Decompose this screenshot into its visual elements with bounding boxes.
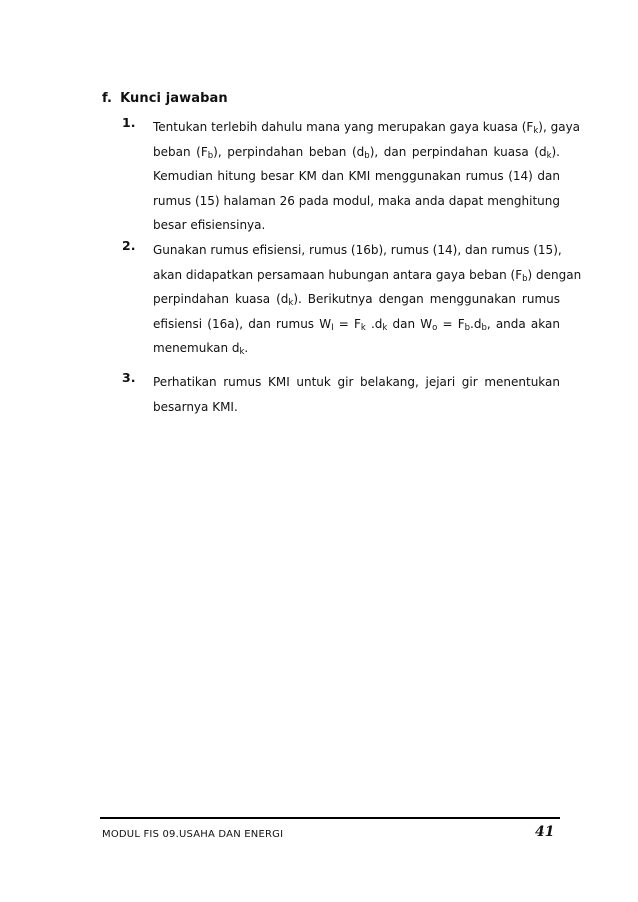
subscript: k — [533, 126, 539, 136]
page-number: 41 — [535, 824, 555, 840]
section-heading — [102, 91, 228, 106]
text-line: efisiensi (16a), dan rumus $W_I = F_k$ $.d_k$ dan $W_o = F_b.d_b$, anda akan — [153, 316, 560, 333]
subscript: I — [331, 322, 334, 333]
subscript: k — [382, 322, 388, 333]
section-title: Kunci jawaban — [120, 91, 228, 106]
answer-item-3 — [122, 370, 562, 419]
text-line: Perhatikan rumus KMI untuk gir belakang, jejari gir menentukan — [153, 375, 560, 389]
subscript: b — [464, 322, 470, 333]
text-line: besar efisiensinya. — [153, 218, 266, 232]
text-line: perpindahan kuasa $(d_k)$. Berikutnya dengan menggunakan rumus — [153, 292, 560, 308]
section-letter: f. — [102, 91, 113, 106]
subscript: k — [239, 347, 245, 357]
item-number: 3. — [122, 370, 136, 385]
subscript: k — [288, 298, 294, 308]
item-body — [153, 238, 582, 361]
answer-item-2 — [122, 238, 582, 361]
text-line: rumus (15) halaman 26 pada modul, maka anda dapat menghitung — [153, 193, 560, 208]
subscript: o — [432, 322, 438, 333]
subscript: k — [546, 150, 552, 161]
subscript: b — [207, 150, 214, 161]
text-line: akan didapatkan persamaan hubungan antara gaya beban $(F_b)$ dengan — [153, 267, 582, 284]
item-number: 1. — [122, 115, 136, 130]
text-line: beban $(F_b)$, perpindahan beban $(d_b)$, dan perpindahan kuasa $(d_k)$. — [153, 144, 560, 161]
subscript: b — [364, 150, 370, 161]
text-line: Tentukan terlebih dahulu mana yang merupakan gaya kuasa $(F_k)$, gaya — [153, 120, 581, 136]
item-body — [153, 370, 560, 419]
answer-item-1 — [122, 115, 581, 238]
text-line: Gunakan rumus efisiensi, rumus (16b), rumus (14), dan rumus (15), — [153, 243, 562, 257]
subscript: b — [481, 322, 487, 333]
subscript: k — [360, 322, 366, 333]
item-body — [153, 115, 581, 238]
text-line: besarnya KMI. — [153, 399, 238, 414]
footer-rule — [100, 817, 560, 819]
subscript: b — [522, 273, 528, 284]
footer-module-label: MODUL FIS 09.USAHA DAN ENERGI — [102, 829, 284, 840]
text-line: Kemudian hitung besar KM dan KMI menggunakan rumus (14) dan — [153, 169, 560, 183]
text-line: menemukan $d_k$. — [153, 341, 249, 357]
item-number: 2. — [122, 238, 136, 253]
